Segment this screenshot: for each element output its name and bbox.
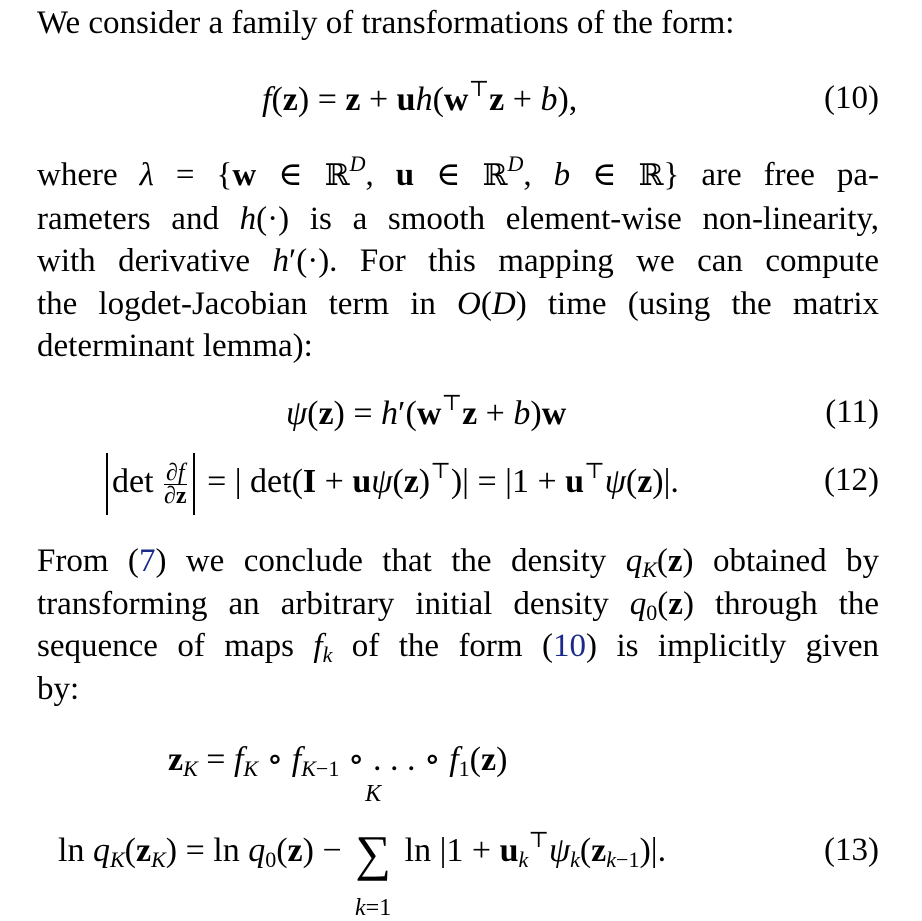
paragraph-line: the logdet-Jacobian term in O(D) time (using the matrix [37,285,879,322]
equation-ref-10[interactable]: 10 [553,628,587,664]
paragraph-line: by: [37,670,80,707]
equation-number-12: (12) [824,462,879,498]
equation-number-13: (13) [824,832,879,868]
equation-11: ψ(z) = h′(w⊤z + b)w [286,390,567,432]
paragraph-line: where λ = {w ∈ ℝ$^D$, u ∈ ℝ$^D$, b ∈ ℝ} are free pa- [37,151,880,193]
density-paragraph [37,540,879,710]
paragraph-line: transforming an arbitrary initial density $q_0(z)$ through the [37,585,879,625]
intro-paragraph: We consider a family of transformations of the form: [37,5,735,41]
paragraph-line: From (7) we conclude that the density $q_K(z)$ obtained by [37,543,880,582]
partial-fraction: $\frac{\partial f}{\partial z}$ [164,459,187,509]
equation-number-10: (10) [824,80,879,116]
paragraph-line: sequence of maps $f_k$ of the form (10) is implicitly given [37,628,879,667]
equation-12: det $\frac{\partial f}{\partial z}$ = | det(I + uψ(z)⊤)| = |1 + u⊤ψ(z)|. [102,451,679,515]
equation-13-line-1: $z_K = f_K$ ∘ $f_{K-1}$ ∘ . . . ∘ $f_1(z)$ [168,741,508,781]
paragraph-line: rameters and h(·) is a smooth element-wise non-linearity, [37,200,879,237]
equation-13-line-2: $\ln q_K(z_K) = \ln q_0(z)$ − ∑ K k=1 $\ln |1 + u_k^⊤\psi_k(z_{k-1})|$. [58,781,667,921]
paragraph-line: with derivative h′(·). For this mapping we can compute [37,243,879,279]
paragraph-line: determinant lemma): [37,328,313,364]
equation-10: f(z) = z + uh(w⊤z + b), [262,76,578,118]
equation-number-11: (11) [825,394,879,430]
equation-ref-7[interactable]: 7 [138,543,156,579]
parameters-paragraph [37,151,880,368]
summation-symbol: ∑ K k=1 [355,781,392,921]
